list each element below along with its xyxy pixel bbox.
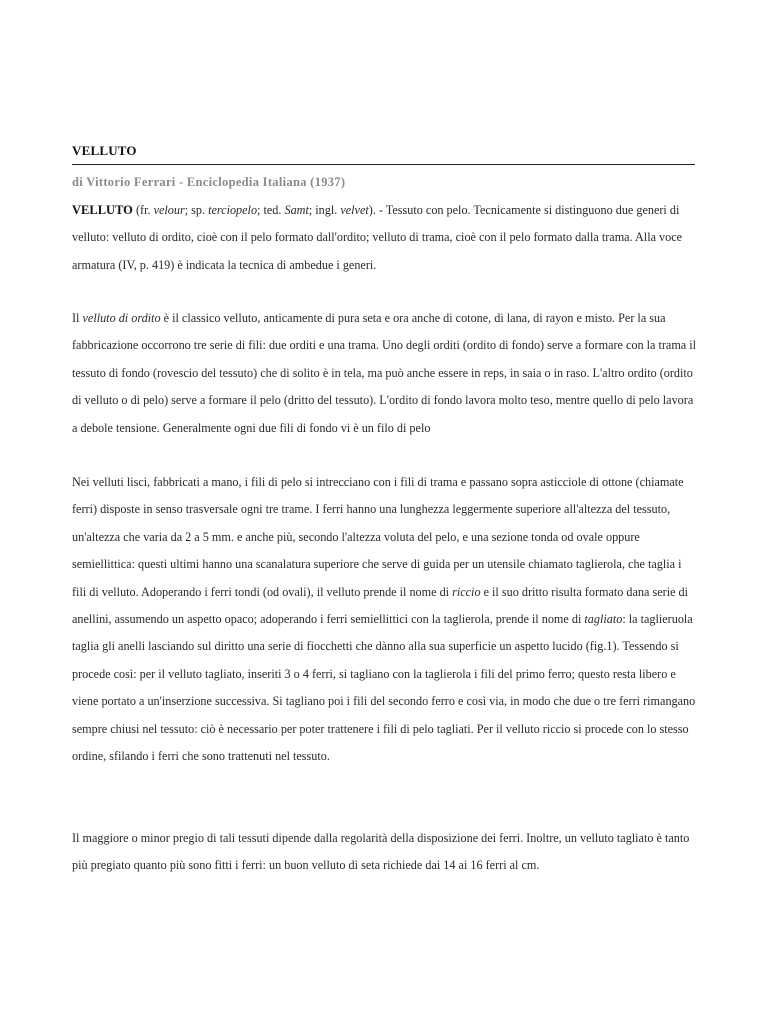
paragraph-intro	[72, 197, 698, 279]
paragraph-velluti-lisci	[72, 469, 698, 770]
italic-term: Samt	[284, 203, 309, 217]
italic-term: terciopelo	[208, 203, 258, 217]
italic-term: tagliato	[584, 612, 623, 627]
italic-term: velour	[153, 203, 185, 217]
text-run: ; sp.	[184, 203, 209, 217]
article-byline: di Vittorio Ferrari - Enciclopedia Italiana (1937)	[72, 175, 346, 189]
lead-term: VELLUTO	[72, 203, 133, 217]
article-title: VELLUTO	[72, 143, 137, 158]
paragraph-pregio	[72, 825, 698, 880]
text-run: Il	[72, 311, 83, 325]
text-run: ). - Tessuto con pelo. Tecnicamente si distinguono due generi di velluto: velluto di ordito, cioè con il pelo formato dall'ordito; velluto di trama, cioè con il pelo formato dalla trama. Alla voce armatura (IV, p. 419) è indicata la tecnica di ambedue i generi.	[72, 203, 683, 272]
italic-term: riccio	[452, 584, 481, 599]
text-run: ; ted.	[257, 203, 285, 217]
text-run: : la taglieruola taglia gli anelli lasciando sul diritto una serie di fiocchetti che dànno alla sua superficie un aspetto lucido (fig.1). Tessendo si procede così: per il velluto tagliato, inseriti 3 o 4 ferri, si tagliano con la taglierola i fili del primo ferro; questo resta libero e viene portato a un'inserzione successiva. Si tagliano poi i fili del secondo ferro e così via, in modo che due o tre ferri rimangano sempre chiusi nel tessuto: ciò è necessario per poter trattenere i fili di pelo tagliati. Per il velluto riccio si procede con lo stesso ordine, sfilando i ferri che sono trattenuti nel tessuto.	[72, 612, 696, 764]
italic-term: velluto di ordito	[82, 311, 161, 325]
title-divider	[72, 164, 695, 165]
text-run: Il maggiore o minor pregio di tali tessuti dipende dalla regolarità della disposizione dei ferri. Inoltre, un velluto tagliato è tanto più pregiato quanto più sono fitti i ferri: un buon velluto di seta richiede dai 14 ai 16 ferri al cm.	[72, 831, 690, 873]
paragraph-velluto-di-ordito	[72, 305, 698, 442]
italic-term: velvet	[340, 203, 369, 217]
text-run: è il classico velluto, anticamente di pura seta e ora anche di cotone, di lana, di rayon e misto. Per la sua fabbricazione occorrono tre serie di fili: due orditi e una trama. Uno degli orditi (ordito di fondo) serve a formare con la trama il tessuto di fondo (rovescio del tessuto) che di solito è in tela, ma può anche essere in reps, in saia o in raso. L'altro ordito (ordito di velluto o di pelo) serve a formare il pelo (dritto del tessuto). L'ordito di fondo lavora molto teso, mentre quello di pelo lavora a debole tensione. Generalmente ogni due fili di fondo vi è un filo di pelo	[72, 311, 697, 435]
text-run: (fr.	[132, 203, 154, 217]
text-run: ; ingl.	[308, 203, 341, 217]
text-run: e il suo dritto risulta formato dana serie di anellini, assumendo un aspetto opaco; adoperando i ferri semiellittici con la taglierola, prende il nome di	[72, 584, 689, 627]
text-run: Nei velluti lisci, fabbricati a mano, i fili di pelo si intrecciano con i fili di trama e passano sopra asticciole di ottone (chiamate ferri) disposte in senso trasversale ogni tre trame. I ferri hanno una lunghezza leggermente superiore all'altezza del tessuto, un'altezza che varia da 2 a 5 mm. e anche più, secondo l'altezza voluta del pelo, e una sezione tonda od ovale oppure semiellittica: questi ultimi hanno una scanalatura superiore che serve di guida per un utensile chiamato taglierola, che taglia i fili di velluto. Adoperando i ferri tondi (od ovali), il velluto prende il nome di	[72, 475, 684, 599]
